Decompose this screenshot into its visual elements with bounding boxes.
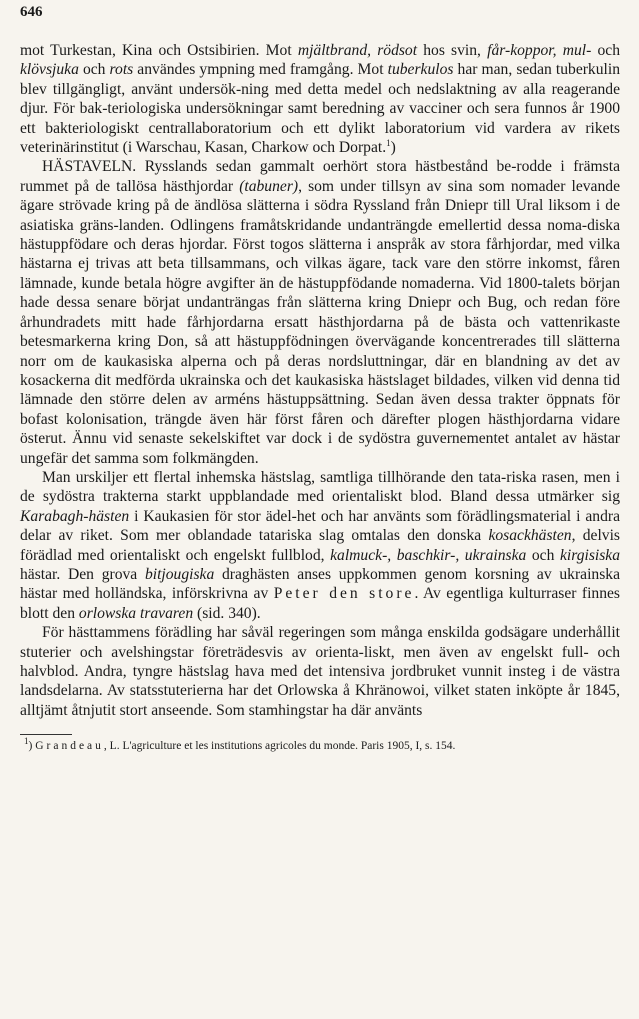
text-run: draghästen anses uppkommen genom korsning av ukrainska hästar med holländska, införskrivna av bbox=[20, 565, 621, 603]
text-run: ) bbox=[390, 139, 396, 157]
text-run: ) bbox=[28, 740, 36, 753]
paragraph-2 bbox=[20, 157, 620, 468]
italic-term: mjältbrand, rödsot bbox=[297, 42, 418, 59]
italic-term: (tabuner) bbox=[239, 177, 299, 195]
page bbox=[20, 3, 620, 754]
text-run: och bbox=[526, 546, 560, 564]
italic-term: Karabagh-hästen bbox=[20, 507, 130, 525]
italic-term: kosackhästen bbox=[488, 527, 572, 545]
text-run: hästar. Den grova bbox=[20, 565, 145, 583]
text-run: har man, sedan tuberkulin blev tillgängligt, använt undersök-ning med detta medel och nedslaktning av alla reagerande djur. För bak-teriologiska undersökningar samt beredning av vacciner och sera funnos år 1900 ett bakteriologiskt centrallaboratorium och ett dylikt laboratorium vid vardera av rikets veterinärinstitut (i Warschau, Kasan, Charkow och Dorpat. bbox=[20, 61, 620, 157]
paragraph-3 bbox=[20, 468, 620, 623]
footnote-divider bbox=[20, 734, 72, 735]
text-run: i Kaukasien för stor ädel-het och har använts som förädlingsmaterial i andra delar av riket. Som mer oblandade tatariska slag omtalas den donska bbox=[20, 507, 620, 545]
text-run: , delvis förädlad med orientaliskt och engelskt fullblod, bbox=[20, 527, 620, 564]
italic-term: klövsjuka bbox=[20, 61, 79, 79]
italic-term: tuberkulos bbox=[387, 61, 454, 79]
text-run: Man urskiljer ett flertal inhemska hästslag, samtliga tillhörande den tata-riska rasen, men i de sydöstra trakterna starkt uppblandade med orientaliskt blod. Bland dessa utmärker sig bbox=[20, 468, 620, 506]
italic-term: rots bbox=[109, 61, 134, 79]
paragraph-1 bbox=[20, 41, 620, 157]
italic-term: kalmuck-, baschkir-, ukrainska bbox=[330, 546, 527, 564]
spaced-name: Peter den store bbox=[273, 585, 415, 603]
text-run: hos svin, bbox=[417, 42, 488, 59]
footnote-marker: 1 bbox=[386, 137, 391, 148]
footnote-marker: 1 bbox=[24, 736, 29, 747]
text-run: , som under tillsyn av sina som nomader levande ägare strövade kring på de ändlösa slätterna i södra Ryssland från Dniepr till Ural liksom i de asiatiska gräns-landen. Odlingens framåtskridande undanträngde emellertid dessa noma-diska hästuppfödare och deras hjordar. Först togos slätterna i anspråk av stora fårhjordar, med vilka hästarna ej trivas att beta tillsammans, och vilkas ägare, tack vare den större inkomst, fåren lämnade, kunde betala högre avgifter än de hästuppfödande nomaderna. Vid 1800-talets början hade dessa senare börjat undanträngas från slätterna kring Dniepr och Bug, och redan före århundradets mitt hade fårhjordarna ersatt hästhjordarna på de bästa och vattenrikaste betesmarkerna kring Don, så att hästuppfödningen övervägande koncentrerades till slätterna norr om de kaukasiska alperna och på deras nordsluttningar, där en blandning av det av kosackerna dit medförda ukrainska och det kaukasiska hästslaget bildades, vilken vid denna tid lämnade den större delen av arméns hästuppsättning. Sedan även dessa trakter öppnats för bofast kolonisation, trängde även här först fåren och därefter plogen hästhjordarna vidare österut. Ännu vid senaste sekelskiftet var dock i de sydöstra guvernementet antalet av hästar ungefär det samma som folkmängden. bbox=[20, 177, 620, 467]
text-run: och bbox=[78, 61, 110, 79]
text-run: HÄSTAVELN. Rysslands sedan gammalt oerhört stora hästbestånd be-rodde i främsta rummet på de tallösa hästhjordar bbox=[20, 158, 620, 195]
italic-term: får-koppor, mul- bbox=[487, 42, 592, 59]
italic-term: orlowska travaren bbox=[78, 604, 194, 622]
text-run: (sid. 340). bbox=[193, 604, 261, 622]
footnote bbox=[20, 736, 620, 754]
spaced-name: Grandeau bbox=[35, 740, 104, 753]
text-run: mot Turkestan, Kina och Ostsibirien. Mot bbox=[20, 42, 298, 59]
italic-term: kirgisiska bbox=[559, 546, 621, 564]
body-text bbox=[20, 41, 620, 720]
italic-term: bitjougiska bbox=[144, 565, 215, 583]
text-run: och bbox=[591, 42, 620, 59]
text-run: användes ympning med framgång. Mot bbox=[133, 61, 388, 79]
page-number: 646 bbox=[20, 4, 43, 20]
text-run: För hästtammens förädling har såväl regeringen som många enskilda godsägare underhållit stuterier och avelshingstar företrädesvis av orienta-liskt, men även av engelskt full- och halvblod. Andra, tyngre hästslag hava med det intensiva jordbruket vunnit insteg i de västra landsdelarna. Av statsstuterierna har det Orlowska å Khränowoi, vilket staten inköpte år 1845, alltjämt åtnjutit stort anseende. Som stamhingstar ha där använts bbox=[20, 624, 620, 719]
paragraph-4 bbox=[20, 623, 620, 720]
text-run: . Av egentliga kulturraser finnes blott den bbox=[20, 585, 620, 622]
text-run: , L. L'agriculture et les institutions agricoles du monde. Paris 1905, I, s. 154. bbox=[103, 740, 456, 753]
